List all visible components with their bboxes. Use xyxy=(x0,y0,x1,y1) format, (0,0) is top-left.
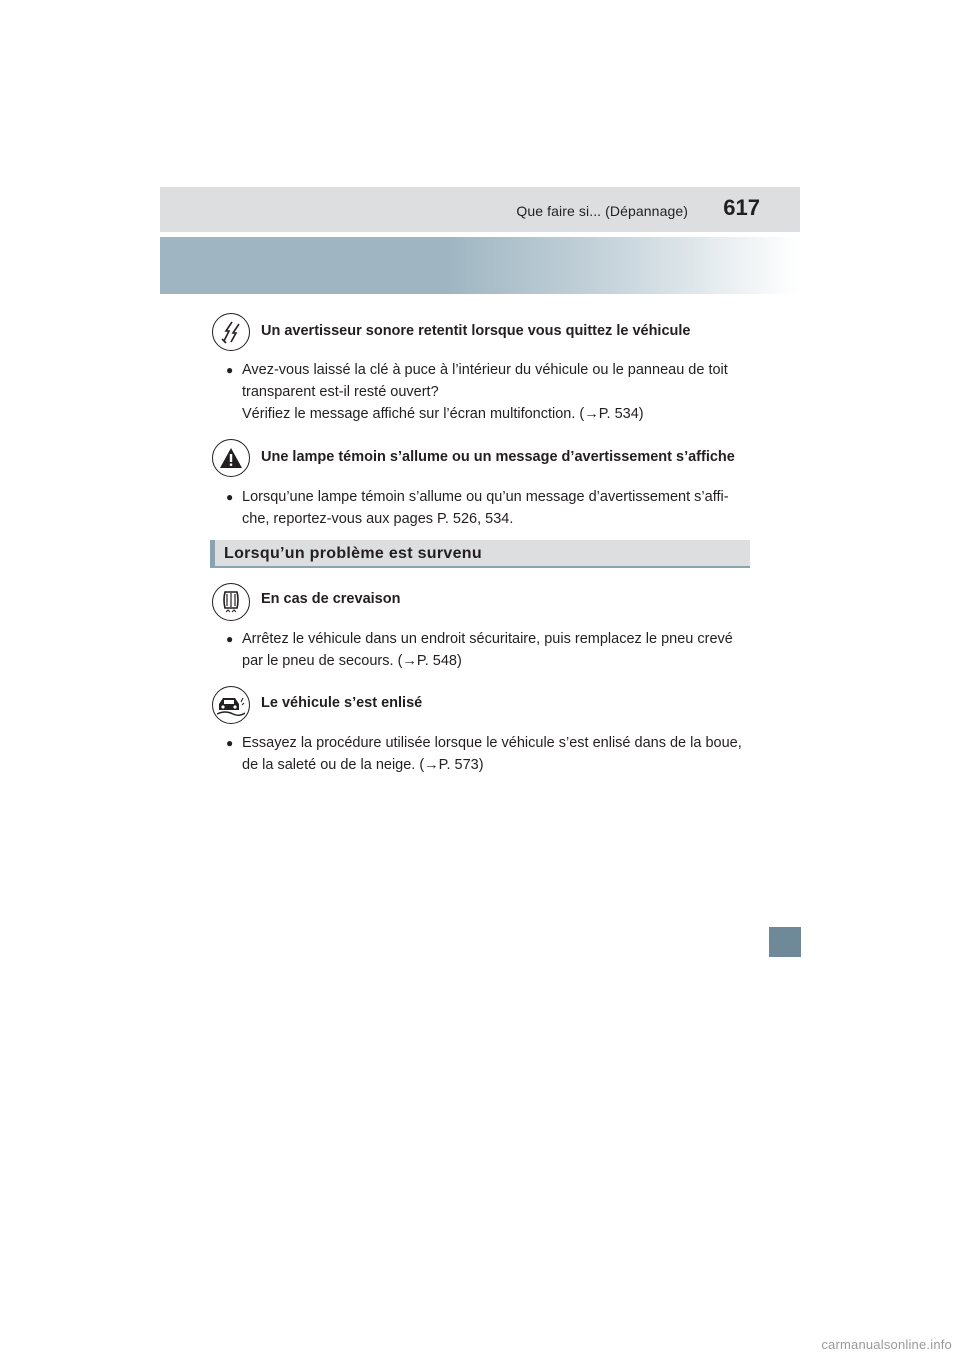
topic-title-flat-tire: En cas de crevaison xyxy=(261,591,401,607)
text-line: Vérifiez le message affiché sur l’écran multifonction. (→P. 534) xyxy=(242,406,644,422)
paragraph-warning-lamp xyxy=(242,486,748,530)
horn-warning-icon xyxy=(212,313,250,351)
header-band xyxy=(160,237,800,294)
text-line: Lorsqu’une lampe témoin s’allume ou qu’un message d’avertissement s’affi- xyxy=(242,489,729,505)
page-header xyxy=(160,187,800,232)
topic-title-warning-lamp: Une lampe témoin s’allume ou un message d’avertissement s’affiche xyxy=(261,449,735,465)
topic-title-horn: Un avertisseur sonore retentit lorsque vous quittez le véhicule xyxy=(261,323,691,339)
text-line: de la saleté ou de la neige. (→P. 573) xyxy=(242,757,484,773)
stuck-vehicle-icon xyxy=(212,686,250,724)
paragraph-horn xyxy=(242,359,748,425)
paragraph-flat-tire xyxy=(242,628,748,672)
text-line: Avez-vous laissé la clé à puce à l’intérieur du véhicule ou le panneau de toit xyxy=(242,362,728,378)
flat-tire-icon xyxy=(212,583,250,621)
bullet-icon: ● xyxy=(226,363,234,377)
chapter-side-tab xyxy=(769,927,801,957)
text-line: transparent est-il resté ouvert? xyxy=(242,384,439,400)
section-header xyxy=(210,540,750,568)
text-line: Arrêtez le véhicule dans un endroit sécuritaire, puis remplacez le pneu crevé xyxy=(242,631,733,647)
text-line: Essayez la procédure utilisée lorsque le véhicule s’est enlisé dans de la boue, xyxy=(242,735,742,751)
text-line: par le pneu de secours. (→P. 548) xyxy=(242,653,462,669)
topic-title-stuck-vehicle: Le véhicule s’est enlisé xyxy=(261,695,423,711)
bullet-icon: ● xyxy=(226,490,234,504)
text-line: che, reportez-vous aux pages P. 526, 534. xyxy=(242,511,514,527)
watermark: carmanualsonline.info xyxy=(821,1337,952,1352)
paragraph-stuck-vehicle xyxy=(242,732,748,776)
warning-triangle-icon xyxy=(212,439,250,477)
page-number: 617 xyxy=(723,195,760,220)
bullet-icon: ● xyxy=(226,632,234,646)
bullet-icon: ● xyxy=(226,736,234,750)
section-title: Lorsqu’un problème est survenu xyxy=(224,545,482,562)
header-section-title: Que faire si... (Dépannage) xyxy=(516,203,688,219)
